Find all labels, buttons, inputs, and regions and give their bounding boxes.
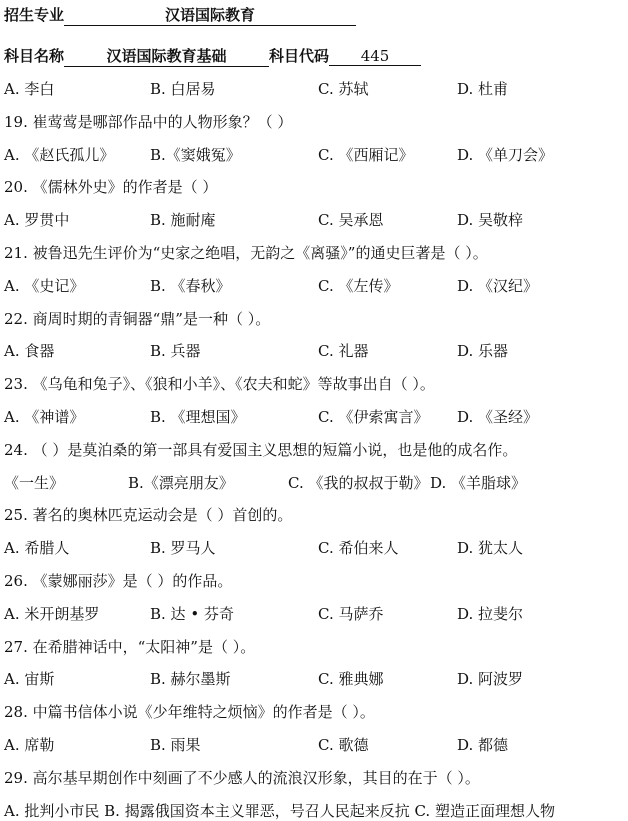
question-line: 26. 《蒙娜丽莎》是（ ）的作品。	[4, 572, 233, 590]
question-line: 21. 被鲁迅先生评价为“史家之绝唱，无韵之《离骚》”的通史巨著是（ ）。	[4, 244, 488, 262]
option-c: C. 《西厢记》	[318, 145, 414, 164]
option-c: C. 《伊索寓言》	[318, 408, 429, 426]
option-b: B. 施耐庵	[150, 211, 216, 230]
option-d: D. 乐器	[457, 342, 509, 361]
option-b: B. 《理想国》	[150, 408, 246, 426]
question-line: 22. 商周时期的青铜器“鼎”是一种（ ）。	[4, 309, 271, 328]
option-a: A. 席勒	[4, 736, 55, 754]
option-d: D. 犹太人	[457, 539, 524, 558]
subject-row	[4, 45, 421, 67]
option-a: A. 食器	[4, 342, 55, 361]
question-line: 19. 崔莺莺是哪部作品中的人物形象？（ ）	[4, 112, 293, 131]
subject-value: 汉语国际教育基础	[64, 45, 269, 67]
option-c: C. 歌德	[318, 736, 369, 754]
option-c: C. 雅典娜	[318, 670, 384, 689]
option-d: D. 阿波罗	[457, 670, 524, 689]
question-line: 29. 高尔基早期创作中刻画了不少感人的流浪汉形象，其目的在于（ ）。	[4, 768, 480, 787]
question-line: 28. 中篇书信体小说《少年维特之烦恼》的作者是（ ）。	[4, 703, 375, 722]
question-line: 24. （ ）是莫泊桑的第一部具有爱国主义思想的短篇小说，也是他的成名作。	[4, 440, 518, 459]
major-label: 招生专业	[4, 6, 65, 24]
option-a: A. 罗贯中	[4, 211, 70, 230]
major-row	[4, 4, 356, 26]
option-b: B. 《春秋》	[150, 276, 231, 295]
option-b: B. 白居易	[150, 80, 216, 98]
option-a: A. 希腊人	[4, 539, 70, 558]
question-line: 25. 著名的奥林匹克运动会是（ ）首创的。	[4, 506, 293, 525]
option-a: A. 《神谱》	[4, 408, 85, 426]
option-d: D. 拉斐尔	[457, 604, 524, 623]
code-value: 445	[329, 47, 421, 66]
option-d: D. 都德	[457, 736, 509, 754]
option-b: B.《窦娥冤》	[150, 145, 241, 164]
option-b: B. 达 • 芬奇	[150, 604, 234, 623]
option-d: D. 《单刀会》	[457, 145, 554, 164]
option-c: C. 马萨乔	[318, 604, 384, 623]
option-a: A. 《赵氏孤儿》	[4, 145, 115, 164]
option-c: C. 希伯来人	[318, 539, 399, 558]
option-b: B. 雨果	[150, 736, 201, 754]
option-c: C. 苏轼	[318, 80, 369, 98]
question-line: A. 批判小市民 B. 揭露俄国资本主义罪恶，号召人民起来反抗 C. 塑造正面理想人物	[4, 801, 555, 820]
question-line: 27. 在希腊神话中，“太阳神”是（ ）。	[4, 637, 256, 656]
option-b: B.《漂亮朋友》	[128, 473, 234, 492]
option-a: A. 《史记》	[4, 276, 85, 295]
subject-label: 科目名称	[4, 47, 65, 65]
option-a: A. 宙斯	[4, 670, 55, 689]
option-a: A. 米开朗基罗	[4, 604, 100, 623]
option-c: C. 《左传》	[318, 276, 399, 295]
option-c: C. 《我的叔叔于勒》	[288, 473, 429, 492]
question-line: 20. 《儒林外史》的作者是（ ）	[4, 178, 218, 197]
option-d: D. 吴敬梓	[457, 211, 524, 230]
option-d: D. 《汉纪》	[457, 276, 539, 295]
option-b: B. 罗马人	[150, 539, 216, 558]
question-line: 23. 《乌龟和兔子》、《狼和小羊》、《农夫和蛇》等故事出自（ ）。	[4, 375, 435, 394]
option-d: D. 杜甫	[457, 80, 509, 98]
option-d: D. 《羊脂球》	[430, 473, 527, 492]
option-a: A. 李白	[4, 80, 55, 98]
major-value: 汉语国际教育	[64, 4, 356, 26]
option-b: B. 赫尔墨斯	[150, 670, 231, 689]
code-label: 科目代码	[269, 47, 330, 65]
option-b: B. 兵器	[150, 342, 201, 361]
option-d: D. 《圣经》	[457, 408, 539, 426]
option-c: C. 吴承恩	[318, 211, 384, 230]
option-c: C. 礼器	[318, 342, 369, 361]
option-a: 《一生》	[4, 473, 65, 492]
